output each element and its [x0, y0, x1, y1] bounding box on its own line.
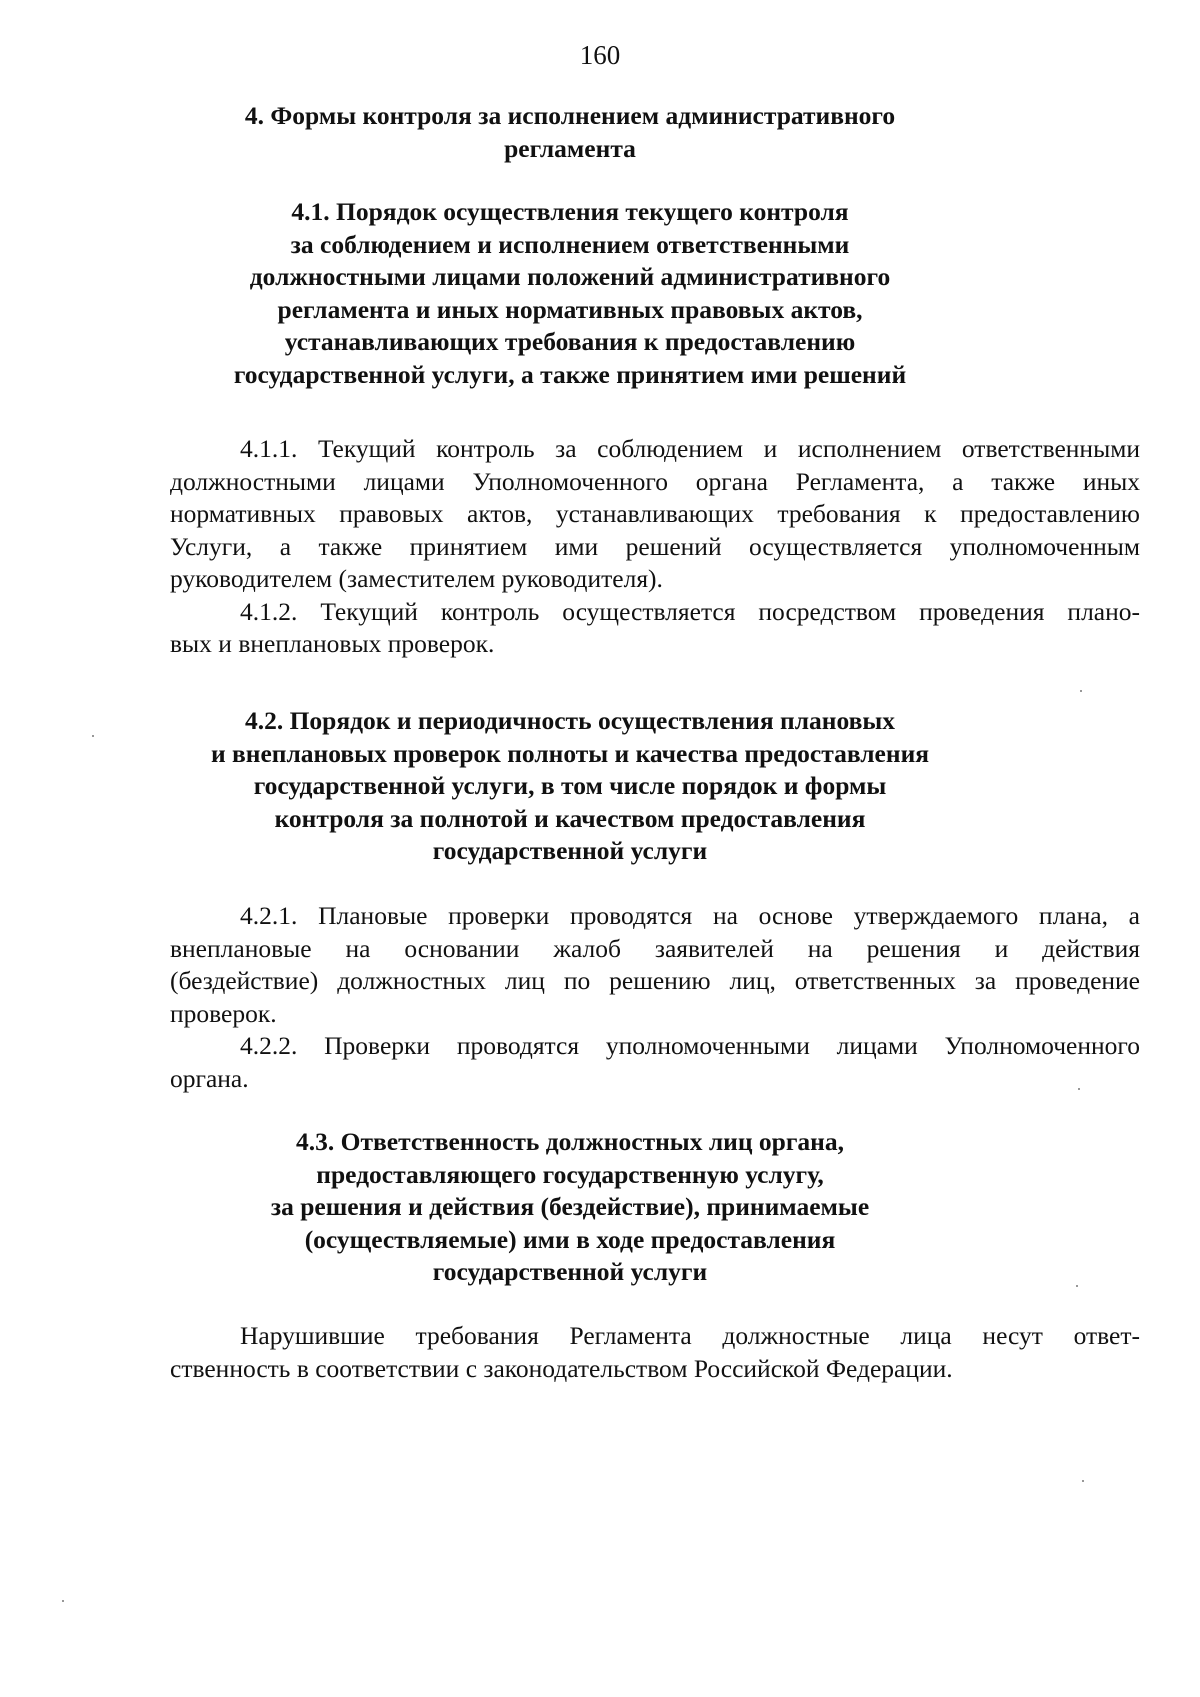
paragraph-4-1-2	[170, 596, 1140, 661]
heading-line: регламента и иных нормативных правовых актов,	[277, 294, 863, 324]
paragraph-line: вых и внеплановых проверок.	[170, 629, 495, 658]
paragraph-4-3	[170, 1320, 1140, 1385]
paragraph-line: проверок.	[170, 998, 277, 1028]
section-4-heading	[150, 100, 990, 165]
paragraph-4-2-2	[170, 1030, 1140, 1095]
heading-line: государственной услуги	[432, 1257, 708, 1286]
paragraph-line: внеплановые на основании жалоб заявителей на решения и действия	[170, 933, 1140, 963]
heading-line: контроля за полнотой и качеством предоставления	[274, 803, 866, 833]
section-4-2-heading	[150, 705, 990, 868]
heading-line: государственной услуги, а также принятием ими решений	[233, 359, 907, 389]
scan-speck	[1082, 1480, 1084, 1482]
paragraph-line: (бездействие) должностных лиц по решению лиц, ответственных за проведение	[170, 966, 1140, 995]
paragraph-line: Услуги, а также принятием ими решений осуществляется уполномоченным	[170, 531, 1140, 561]
paragraph-line: Нарушившие требования Регламента должностные лица несут ответ-	[240, 1321, 1140, 1350]
paragraph-line: 4.1.2. Текущий контроль осуществляется посредством проведения плано-	[240, 596, 1140, 626]
heading-line: должностными лицами положений административного	[249, 262, 891, 291]
heading-line: 4.2. Порядок и периодичность осуществления плановых	[244, 706, 896, 735]
heading-line: (осуществляемые) ими в ходе предоставления	[304, 1224, 836, 1254]
paragraph-line: 4.1.1. Текущий контроль за соблюдением и исполнением ответственными	[240, 434, 1140, 463]
heading-line: 4.3. Ответственность должностных лиц органа,	[296, 1127, 844, 1156]
section-4-3-body	[170, 1320, 1140, 1385]
page-number: 160	[579, 40, 621, 70]
scan-speck	[62, 1600, 64, 1602]
heading-line: за решения и действия (бездействие), принимаемые	[270, 1192, 870, 1221]
paragraph-line: 4.2.2. Проверки проводятся уполномоченными лицами Уполномоченного	[240, 1031, 1140, 1060]
heading-line: государственной услуги, в том числе порядок и формы	[253, 771, 887, 800]
section-4-1-body	[170, 433, 1140, 661]
heading-line: регламента	[504, 133, 636, 163]
heading-line: и внеплановых проверок полноты и качества предоставления	[210, 738, 930, 768]
paragraph-line: 4.2.1. Плановые проверки проводятся на основе утверждаемого плана, а	[240, 901, 1140, 930]
paragraph-line: ственность в соответствии с законодательством Российской Федерации.	[170, 1353, 953, 1383]
heading-line: государственной услуги	[432, 836, 708, 865]
section-4-1-heading	[150, 196, 990, 391]
heading-line: 4.1. Порядок осуществления текущего контроля	[291, 197, 849, 226]
paragraph-line: нормативных правовых актов, устанавливающих требования к предоставлению	[170, 499, 1140, 528]
scan-speck	[1076, 1285, 1078, 1287]
paragraph-4-2-1	[170, 900, 1140, 1030]
heading-line: устанавливающих требования к предоставлению	[284, 327, 856, 356]
paragraph-line: руководителем (заместителем руководителя).	[170, 564, 663, 593]
scan-speck	[1078, 1088, 1080, 1090]
heading-line: за соблюдением и исполнением ответственными	[290, 229, 850, 259]
paragraph-line: должностными лицами Уполномоченного органа Регламента, а также иных	[170, 466, 1140, 496]
heading-line: предоставляющего государственную услугу,	[316, 1159, 824, 1189]
section-4-2-body	[170, 900, 1140, 1095]
scan-speck	[92, 735, 94, 737]
scan-speck	[1080, 690, 1082, 692]
section-4-3-heading	[150, 1126, 990, 1289]
paragraph-4-1-1	[170, 433, 1140, 596]
paragraph-line: органа.	[170, 1063, 249, 1093]
heading-line: 4. Формы контроля за исполнением административного	[244, 101, 896, 130]
